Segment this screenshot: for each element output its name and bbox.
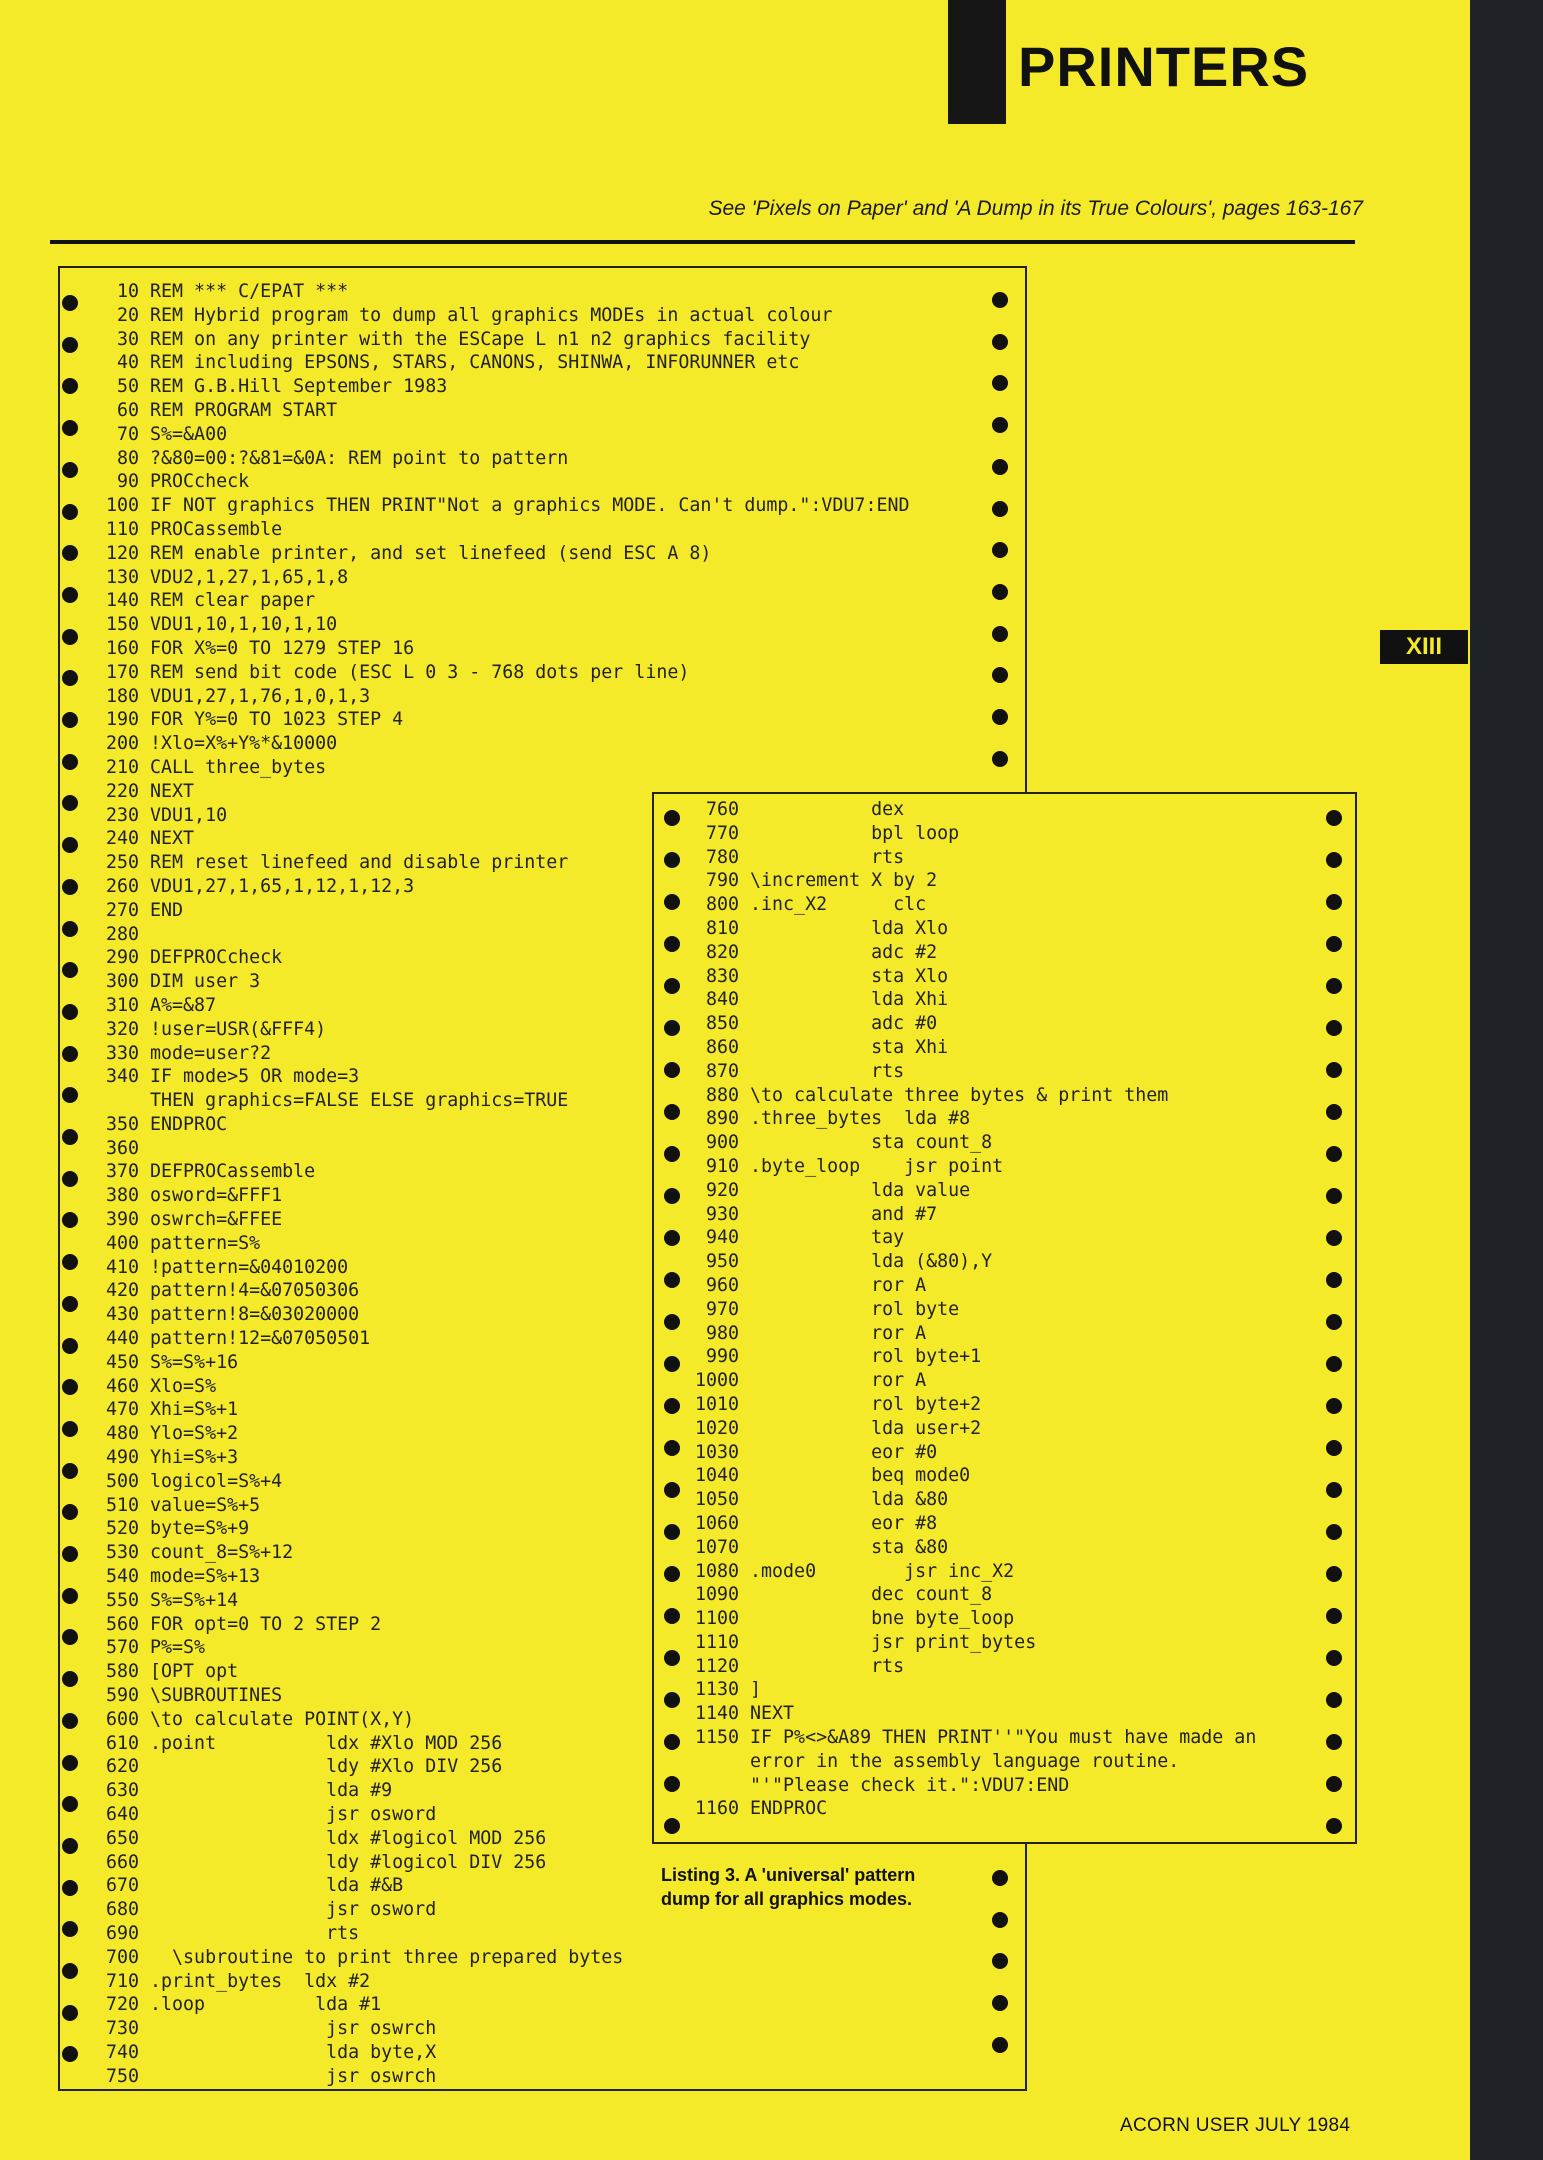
feed-hole <box>62 1171 78 1187</box>
code-line: 760 dex <box>684 799 905 820</box>
code-line: 610 .point ldx #Xlo MOD 256 <box>84 1732 503 1754</box>
code-line: 790 \increment X by 2 <box>684 870 938 892</box>
code-line: 780 rts <box>684 846 905 868</box>
feed-hole <box>62 1838 78 1854</box>
feed-hole <box>664 1776 680 1792</box>
code-line: 130 VDU2,1,27,1,65,1,8 <box>84 566 349 588</box>
feed-hole <box>664 1146 680 1162</box>
code-line: 1130 ] <box>684 1679 762 1701</box>
feed-hole <box>62 1296 78 1312</box>
code-line: 980 ror A <box>684 1322 927 1344</box>
feed-hole <box>664 1440 680 1456</box>
section-title: PRINTERS <box>1018 35 1310 98</box>
code-line: 920 lda value <box>684 1179 971 1201</box>
code-line: 900 sta count_8 <box>684 1132 993 1154</box>
code-line: 80 ?&80=00:?&81=&0A: REM point to pattern <box>84 447 569 469</box>
feed-hole <box>62 879 78 895</box>
feed-hole <box>62 462 78 478</box>
feed-hole <box>62 1880 78 1896</box>
feed-hole <box>62 1671 78 1687</box>
code-line: 180 VDU1,27,1,76,1,0,1,3 <box>84 685 371 707</box>
code-line: 250 REM reset linefeed and disable printer <box>84 852 569 874</box>
feed-hole <box>664 1608 680 1624</box>
code-line: 1140 NEXT <box>684 1703 795 1725</box>
code-line: error in the assembly language routine. <box>684 1750 1180 1772</box>
code-line: 310 A%=&87 <box>84 994 217 1016</box>
code-line: 60 REM PROGRAM START <box>84 399 338 421</box>
feed-hole <box>1326 1230 1342 1246</box>
code-line: 1110 jsr print_bytes <box>684 1631 1037 1653</box>
code-line: 990 rol byte+1 <box>684 1346 982 1368</box>
code-line: THEN graphics=FALSE ELSE graphics=TRUE <box>84 1090 569 1112</box>
code-line: 1160 ENDPROC <box>684 1798 828 1820</box>
feed-hole <box>992 417 1008 433</box>
feed-hole <box>1326 1272 1342 1288</box>
code-line: 1080 .mode0 jsr inc_X2 <box>684 1560 1015 1582</box>
feed-hole <box>664 1104 680 1120</box>
code-line: "'"Please check it.":VDU7:END <box>684 1774 1070 1796</box>
feed-hole <box>664 1230 680 1246</box>
code-line: 420 pattern!4=&07050306 <box>84 1280 360 1302</box>
feed-hole <box>62 629 78 645</box>
feed-hole <box>62 837 78 853</box>
feed-hole <box>1326 1818 1342 1834</box>
feed-hole <box>992 459 1008 475</box>
page-reference-subtitle: See 'Pixels on Paper' and 'A Dump in its True Colours', pages 163-167 <box>708 197 1363 220</box>
code-line: 750 jsr oswrch <box>84 2065 437 2087</box>
feed-hole <box>992 2037 1008 2053</box>
feed-hole <box>62 1421 78 1437</box>
code-line: 800 .inc_X2 clc <box>684 894 927 916</box>
code-line: 950 lda (&80),Y <box>684 1251 993 1273</box>
code-line: 1100 bne byte_loop <box>684 1608 1015 1630</box>
feed-hole <box>1326 1524 1342 1540</box>
code-line: 700 \subroutine to print three prepared bytes <box>84 1946 624 1968</box>
feed-hole <box>62 921 78 937</box>
code-line: 260 VDU1,27,1,65,1,12,1,12,3 <box>84 875 415 897</box>
page-footer: ACORN USER JULY 1984 <box>1120 2115 1351 2136</box>
feed-hole <box>62 1755 78 1771</box>
code-line: 190 FOR Y%=0 TO 1023 STEP 4 <box>84 709 404 731</box>
code-line: 600 \to calculate POINT(X,Y) <box>84 1708 415 1730</box>
code-line: 570 P%=S% <box>84 1637 206 1659</box>
feed-hole <box>992 1995 1008 2011</box>
feed-hole <box>664 1272 680 1288</box>
code-line: 450 S%=S%+16 <box>84 1351 239 1373</box>
feed-hole <box>1326 1020 1342 1036</box>
header-black-block <box>948 0 1006 124</box>
feed-hole <box>664 852 680 868</box>
code-line: 240 NEXT <box>84 828 195 850</box>
feed-hole <box>1326 1356 1342 1372</box>
code-line: 110 PROCassemble <box>84 518 283 540</box>
code-line: 200 !Xlo=X%+Y%*&10000 <box>84 733 338 755</box>
feed-hole <box>1326 1482 1342 1498</box>
listing-code-right <box>684 798 1256 1821</box>
code-line: 540 mode=S%+13 <box>84 1566 261 1588</box>
code-line: 490 Yhi=S%+3 <box>84 1447 239 1469</box>
feed-hole <box>62 1963 78 1979</box>
code-line: 850 adc #0 <box>684 1013 938 1035</box>
feed-hole <box>62 712 78 728</box>
feed-hole <box>1326 1314 1342 1330</box>
code-line: 530 count_8=S%+12 <box>84 1542 294 1564</box>
feed-hole <box>62 754 78 770</box>
code-line: 50 REM G.B.Hill September 1983 <box>84 376 448 398</box>
feed-hole <box>992 334 1008 350</box>
code-line: 1070 sta &80 <box>684 1536 949 1558</box>
code-line: 330 mode=user?2 <box>84 1042 272 1064</box>
page-edge-strip <box>1470 0 1543 2160</box>
feed-hole <box>1326 1734 1342 1750</box>
code-line: 1030 eor #0 <box>684 1441 938 1463</box>
code-line: 840 lda Xhi <box>684 989 949 1011</box>
code-line: 1040 beq mode0 <box>684 1465 971 1487</box>
code-line: 590 \SUBROUTINES <box>84 1685 283 1707</box>
feed-hole <box>992 584 1008 600</box>
feed-hole <box>62 420 78 436</box>
code-line: 10 REM *** C/EPAT *** <box>84 281 349 302</box>
feed-hole <box>992 1870 1008 1886</box>
code-line: 970 rol byte <box>684 1298 960 1320</box>
feed-hole <box>664 978 680 994</box>
feed-hole <box>992 626 1008 642</box>
feed-hole <box>664 1188 680 1204</box>
feed-hole <box>1326 1566 1342 1582</box>
code-line: 960 ror A <box>684 1274 927 1296</box>
code-line: 220 NEXT <box>84 780 195 802</box>
code-line: 620 ldy #Xlo DIV 256 <box>84 1756 503 1778</box>
code-line: 20 REM Hybrid program to dump all graphics MODEs in actual colour <box>84 304 833 326</box>
feed-hole <box>664 1692 680 1708</box>
code-line: 730 jsr oswrch <box>84 2018 437 2040</box>
feed-hole <box>664 1482 680 1498</box>
feed-hole <box>664 936 680 952</box>
feed-hole <box>62 1129 78 1145</box>
feed-hole <box>1326 1398 1342 1414</box>
code-line: 1120 rts <box>684 1655 905 1677</box>
code-line: 390 oswrch=&FFEE <box>84 1209 283 1231</box>
feed-hole <box>62 1004 78 1020</box>
code-line: 320 !user=USR(&FFF4) <box>84 1018 327 1040</box>
code-line: 160 FOR X%=0 TO 1279 STEP 16 <box>84 637 415 659</box>
code-line: 70 S%=&A00 <box>84 423 228 445</box>
code-line: 1000 ror A <box>684 1370 927 1392</box>
code-line: 270 END <box>84 899 184 921</box>
code-line: 940 tay <box>684 1227 905 1249</box>
header-divider <box>50 240 1355 244</box>
code-line: 680 jsr osword <box>84 1899 437 1921</box>
code-line: 460 Xlo=S% <box>84 1375 217 1397</box>
code-line: 380 osword=&FFF1 <box>84 1185 283 1207</box>
code-line: 290 DEFPROCcheck <box>84 947 283 969</box>
code-line: 440 pattern!12=&07050501 <box>84 1328 371 1350</box>
feed-hole <box>62 2005 78 2021</box>
code-line: 640 jsr osword <box>84 1804 437 1825</box>
feed-hole <box>1326 1146 1342 1162</box>
feed-hole <box>1326 1188 1342 1204</box>
code-line: 30 REM on any printer with the ESCape L n1 n2 graphics facility <box>84 328 811 350</box>
feed-hole <box>664 1314 680 1330</box>
code-line: 810 lda Xlo <box>684 917 949 939</box>
code-line: 470 Xhi=S%+1 <box>84 1399 239 1421</box>
code-line: 1050 lda &80 <box>684 1489 949 1511</box>
code-line: 360 <box>84 1137 140 1159</box>
feed-hole <box>664 1818 680 1834</box>
feed-hole <box>992 1912 1008 1928</box>
code-line: 880 \to calculate three bytes & print them <box>684 1084 1169 1106</box>
code-line: 930 and #7 <box>684 1203 938 1225</box>
feed-hole <box>1326 1650 1342 1666</box>
code-line: 580 [OPT opt <box>84 1661 239 1683</box>
feed-hole <box>62 1338 78 1354</box>
code-line: 120 REM enable printer, and set linefeed (send ESC A 8) <box>84 542 712 564</box>
feed-hole <box>62 504 78 520</box>
code-line: 890 .three_bytes lda #8 <box>684 1108 971 1130</box>
code-line: 1020 lda user+2 <box>684 1417 982 1439</box>
listing-caption: Listing 3. A 'universal' pattern dump for all graphics modes. <box>661 1865 916 1909</box>
feed-hole <box>664 1524 680 1540</box>
code-line: 100 IF NOT graphics THEN PRINT"Not a graphics MODE. Can't dump.":VDU7:END <box>84 495 910 517</box>
feed-hole <box>664 1650 680 1666</box>
code-line: 350 ENDPROC <box>84 1113 228 1135</box>
code-line: 480 Ylo=S%+2 <box>84 1423 239 1445</box>
feed-hole <box>1326 1692 1342 1708</box>
code-line: 210 CALL three_bytes <box>84 756 327 778</box>
code-line: 500 logicol=S%+4 <box>84 1470 283 1492</box>
feed-hole <box>1326 810 1342 826</box>
feed-hole <box>62 295 78 311</box>
code-line: 770 bpl loop <box>684 822 960 844</box>
code-line: 340 IF mode>5 OR mode=3 <box>84 1066 360 1088</box>
code-line: 740 lda byte,X <box>84 2041 437 2063</box>
code-line: 710 .print_bytes ldx #2 <box>84 1970 371 1992</box>
feed-hole <box>1326 1776 1342 1792</box>
feed-hole <box>1326 1608 1342 1624</box>
code-line: 550 S%=S%+14 <box>84 1589 239 1611</box>
code-line: 860 sta Xhi <box>684 1036 949 1058</box>
feed-hole <box>992 709 1008 725</box>
code-line: 170 REM send bit code (ESC L 0 3 - 768 dots per line) <box>84 661 690 683</box>
code-line: 560 FOR opt=0 TO 2 STEP 2 <box>84 1613 382 1635</box>
feed-hole <box>1326 894 1342 910</box>
code-line: 1060 eor #8 <box>684 1512 938 1534</box>
code-line: 1150 IF P%<>&A89 THEN PRINT''"You must have made an <box>684 1727 1257 1749</box>
feed-hole <box>992 751 1008 767</box>
code-line: 300 DIM user 3 <box>84 971 261 993</box>
code-line: 660 ldy #logicol DIV 256 <box>84 1851 547 1873</box>
code-line: 670 lda #&B <box>84 1875 404 1897</box>
feed-hole <box>1326 1440 1342 1456</box>
code-line: 910 .byte_loop jsr point <box>684 1155 1004 1177</box>
feed-hole <box>62 1546 78 1562</box>
feed-hole <box>62 1713 78 1729</box>
feed-hole <box>1326 1062 1342 1078</box>
feed-hole <box>992 501 1008 517</box>
code-line: 510 value=S%+5 <box>84 1494 261 1516</box>
feed-hole <box>992 292 1008 308</box>
feed-hole <box>664 1734 680 1750</box>
feed-hole <box>62 1463 78 1479</box>
feed-hole <box>664 894 680 910</box>
code-line: 430 pattern!8=&03020000 <box>84 1304 360 1326</box>
feed-hole <box>664 1356 680 1372</box>
feed-hole <box>62 337 78 353</box>
code-line: 820 adc #2 <box>684 941 938 963</box>
feed-hole <box>62 1254 78 1270</box>
code-line: 1090 dec count_8 <box>684 1584 993 1606</box>
code-line: 410 !pattern=&04010200 <box>84 1256 349 1278</box>
feed-hole <box>1326 978 1342 994</box>
feed-hole <box>62 1588 78 1604</box>
feed-hole <box>664 1566 680 1582</box>
feed-hole <box>664 1398 680 1414</box>
section-tab-badge: XIII <box>1380 630 1468 664</box>
code-line: 230 VDU1,10 <box>84 804 228 826</box>
code-line: 1010 rol byte+2 <box>684 1393 982 1415</box>
code-line: 630 lda #9 <box>84 1780 393 1802</box>
code-line: 90 PROCcheck <box>84 471 250 493</box>
feed-hole <box>1326 936 1342 952</box>
feed-hole <box>62 1046 78 1062</box>
code-line: 370 DEFPROCassemble <box>84 1161 316 1183</box>
code-line: 520 byte=S%+9 <box>84 1518 250 1540</box>
feed-hole <box>1326 852 1342 868</box>
feed-hole <box>664 810 680 826</box>
feed-hole <box>62 587 78 603</box>
feed-hole <box>664 1062 680 1078</box>
code-line: 650 ldx #logicol MOD 256 <box>84 1827 547 1849</box>
code-line: 690 rts <box>84 1922 360 1944</box>
code-line: 40 REM including EPSONS, STARS, CANONS, SHINWA, INFORUNNER etc <box>84 352 800 374</box>
code-line: 720 .loop lda #1 <box>84 1994 382 2016</box>
code-line: 140 REM clear paper <box>84 590 316 612</box>
feed-hole <box>1326 1104 1342 1120</box>
code-line: 870 rts <box>684 1060 905 1082</box>
feed-hole <box>664 1020 680 1036</box>
code-line: 830 sta Xlo <box>684 965 949 987</box>
code-line: 400 pattern=S% <box>84 1232 261 1254</box>
code-line: 280 <box>84 923 140 945</box>
code-line: 150 VDU1,10,1,10,1,10 <box>84 614 338 636</box>
